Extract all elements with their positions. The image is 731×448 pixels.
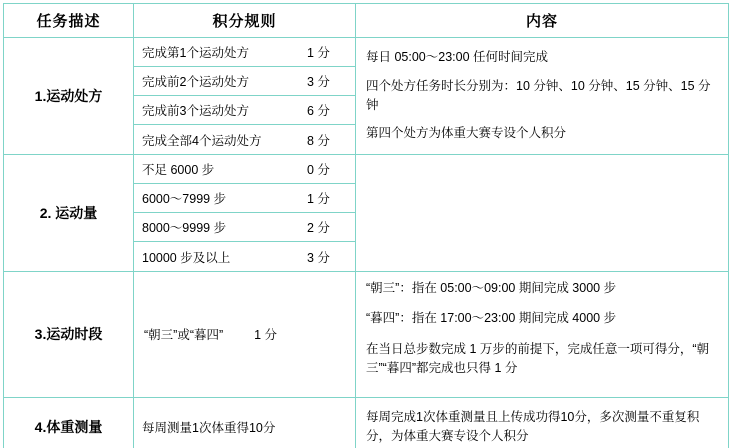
rule-points: 1 分 (307, 46, 330, 60)
content-cell-weight-measurement (356, 397, 729, 448)
table-header-row (4, 4, 729, 38)
rule-points: 1 分 (307, 192, 330, 206)
rule-text: “朝三”或“暮四” (144, 328, 224, 343)
rule-item (134, 67, 355, 96)
task-label-weight-measurement: 4.体重测量 (4, 397, 134, 448)
rule-item (134, 213, 355, 242)
content-text-block (356, 272, 728, 397)
rule-item (134, 38, 355, 67)
rule-text: 6000～7999 步 (142, 192, 227, 206)
table-row (4, 38, 729, 155)
content-line: 在当日总步数完成 1 万步的前提下，完成任意一项可得分，“朝三”“暮四”都完成也只得 1 分 (366, 341, 710, 376)
content-text-block (356, 41, 728, 151)
rule-cell-exercise-prescription (134, 38, 356, 155)
table-row (4, 397, 729, 448)
rule-points: 3 分 (307, 250, 330, 265)
task-label-step-count: 2. 运动量 (4, 155, 134, 272)
column-header-task: 任务描述 (4, 4, 134, 38)
content-line: 每日 05:00～23:00 任何时间完成 (366, 50, 549, 65)
content-cell-step-count-empty (356, 155, 729, 272)
content-text-block (356, 401, 728, 448)
rule-text: 10000 步及以上 (142, 250, 231, 265)
rule-points: 8 分 (307, 133, 330, 148)
rule-points: 3 分 (307, 75, 330, 89)
rule-text: 完成前3个运动处方 (142, 104, 249, 118)
content-line: 第四个处方为体重大赛专设个人积分 (366, 126, 567, 141)
rule-text: 不足 6000 步 (142, 163, 215, 177)
rule-cell-step-count (134, 155, 356, 272)
points-rules-table (3, 3, 729, 448)
column-header-content: 内容 (356, 4, 729, 38)
rule-points: 6 分 (307, 104, 330, 118)
task-label-exercise-period: 3.运动时段 (4, 272, 134, 398)
rule-list (134, 155, 355, 271)
rule-item (134, 96, 355, 125)
content-line: “暮四”：指在 17:00～23:00 期间完成 4000 步 (366, 311, 617, 326)
rule-text: 完成前2个运动处方 (142, 75, 249, 89)
rule-cell-exercise-period (134, 272, 356, 398)
column-header-rule: 积分规则 (134, 4, 356, 38)
rule-cell-weight-measurement (134, 397, 356, 448)
rule-item (134, 184, 355, 213)
rule-text: 完成全部4个运动处方 (142, 133, 262, 148)
content-line: “朝三”：指在 05:00～09:00 期间完成 3000 步 (366, 281, 617, 295)
rule-item (134, 325, 355, 343)
table-row (4, 155, 729, 272)
rule-points: 1 分 (254, 328, 278, 343)
rule-item (134, 414, 355, 440)
content-cell-exercise-prescription (356, 38, 729, 155)
content-line: 四个处方任务时长分别为：10 分钟、10 分钟、15 分钟、15 分钟 (366, 78, 711, 112)
content-line: 每周完成1次体重测量且上传成功得10分，多次测量不重复积分，为体重大赛专设个人积分 (366, 409, 700, 443)
content-cell-exercise-period (356, 272, 729, 398)
rule-item (134, 242, 355, 271)
rule-item (134, 155, 355, 184)
rule-text: 每周测量1次体重得10分 (142, 421, 276, 435)
task-label-exercise-prescription: 1.运动处方 (4, 38, 134, 155)
rule-item (134, 125, 355, 154)
rule-points: 2 分 (307, 221, 330, 235)
table-row (4, 272, 729, 398)
rule-points: 0 分 (307, 163, 330, 177)
rule-list (134, 38, 355, 154)
rule-text: 完成第1个运动处方 (142, 46, 249, 60)
rule-text: 8000～9999 步 (142, 221, 227, 235)
